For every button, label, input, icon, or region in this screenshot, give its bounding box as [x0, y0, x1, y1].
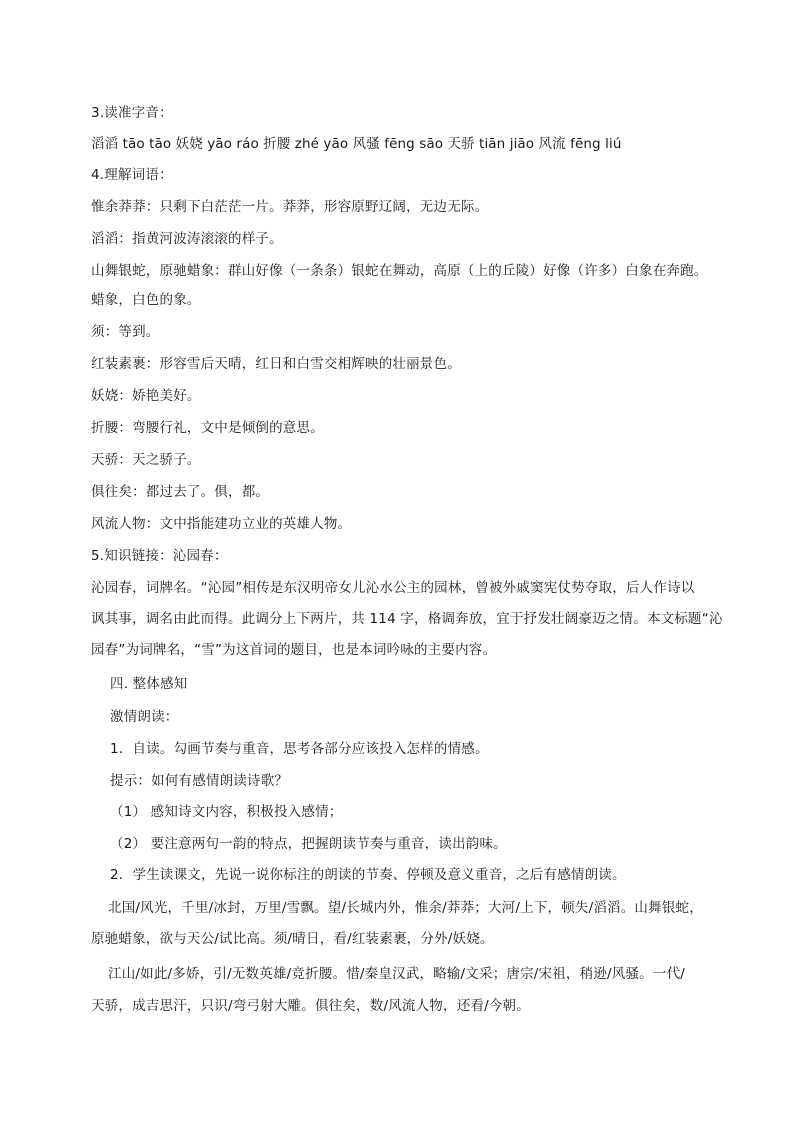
- hint-item-2: （2） 要注意两句一韵的特点，把握朗读节奏与重音，读出韵味。: [110, 836, 507, 852]
- section-heading-overall-perception: 四. 整体感知: [110, 676, 188, 692]
- pronunciation-line: 滔滔 tāo tāo 妖娆 yāo ráo 折腰 zhé yāo 风骚 fēng sāo 天骄 tiān jiāo 风流 fēng liú: [91, 136, 622, 152]
- heading-read-pronunciation: 3.读准字音：: [91, 105, 173, 121]
- definition-laxiang: 蜡象，白色的象。: [91, 292, 201, 308]
- heading-knowledge-link: 5.知识链接：沁园春：: [91, 548, 228, 564]
- definition-taotao: 滔滔：指黄河波涛滚滚的样子。: [91, 231, 283, 247]
- knowledge-paragraph-line-1: 沁园春，词牌名。“沁园”相传是东汉明帝女儿沁水公主的园林，曾被外戚窦宪仗势夺取，后人作诗以: [91, 580, 695, 596]
- poem-stanza-2-line-2: 天骄，成吉思汗，只识/弯弓射大雕。俱往矣，数/风流人物，还看/今朝。: [91, 998, 530, 1014]
- poem-stanza-2-line-1: 江山/如此/多娇，引/无数英雄/竞折腰。惜/秦皇汉武，略输/文采；唐宗/宋祖，稍逊/风骚。一代/: [108, 966, 686, 982]
- definition-hongzhuang-sugua: 红装素裹：形容雪后天晴，红日和白雪交相辉映的壮丽景色。: [91, 356, 461, 372]
- definition-yaorao: 妖娆：娇艳美好。: [91, 388, 201, 404]
- hint-item-1: （1） 感知诗文内容，积极投入感情；: [110, 804, 343, 820]
- poem-stanza-1-line-1: 北国/风光，千里/冰封，万里/雪飘。望/长城内外，惟余/莽莽；大河/上下，顿失/滔滔。山舞银蛇，: [108, 900, 703, 916]
- knowledge-paragraph-line-3: 园春”为词牌名，“雪”为这首词的题目，也是本词吟咏的主要内容。: [91, 642, 497, 658]
- knowledge-paragraph-line-2: 讽其事，调名由此而得。此调分上下两片，共 114 字，格调奔放，宜于抒发壮阔豪迈之情。本文标题“沁: [91, 611, 723, 627]
- definition-shanwu-yinshe: 山舞银蛇，原驰蜡象：群山好像（一条条）银蛇在舞动，高原（上的丘陵）好像（许多）白象在奔跑。: [91, 263, 708, 279]
- heading-understand-words: 4.理解词语：: [91, 167, 173, 183]
- definition-weiyu-mangmang: 惟余莽莽：只剩下白茫茫一片。莽莽，形容原野辽阔，无边无际。: [91, 199, 489, 215]
- definition-xu: 须：等到。: [91, 324, 160, 340]
- definition-tianjiao: 天骄：天之骄子。: [91, 452, 201, 468]
- definition-fengliu-renwu: 风流人物：文中指能建功立业的英雄人物。: [91, 516, 352, 532]
- definition-zheyao: 折腰：弯腰行礼，文中是倾倒的意思。: [91, 420, 324, 436]
- passionate-reading-label: 激情朗读：: [110, 709, 179, 725]
- step-1-self-reading: 1．自读。勾画节奏与重音，思考各部分应该投入怎样的情感。: [110, 741, 489, 757]
- definition-juwangyi: 俱往矣：都过去了。俱，都。: [91, 484, 270, 500]
- poem-stanza-1-line-2: 原驰蜡象，欲与天公/试比高。须/晴日，看/红装素裹，分外/妖娆。: [91, 931, 494, 947]
- hint-line: 提示：如何有感情朗读诗歌？: [110, 773, 289, 789]
- step-2-student-reading: 2．学生读课文，先说一说你标注的朗读的节奏、停顿及意义重音，之后有感情朗读。: [110, 867, 626, 883]
